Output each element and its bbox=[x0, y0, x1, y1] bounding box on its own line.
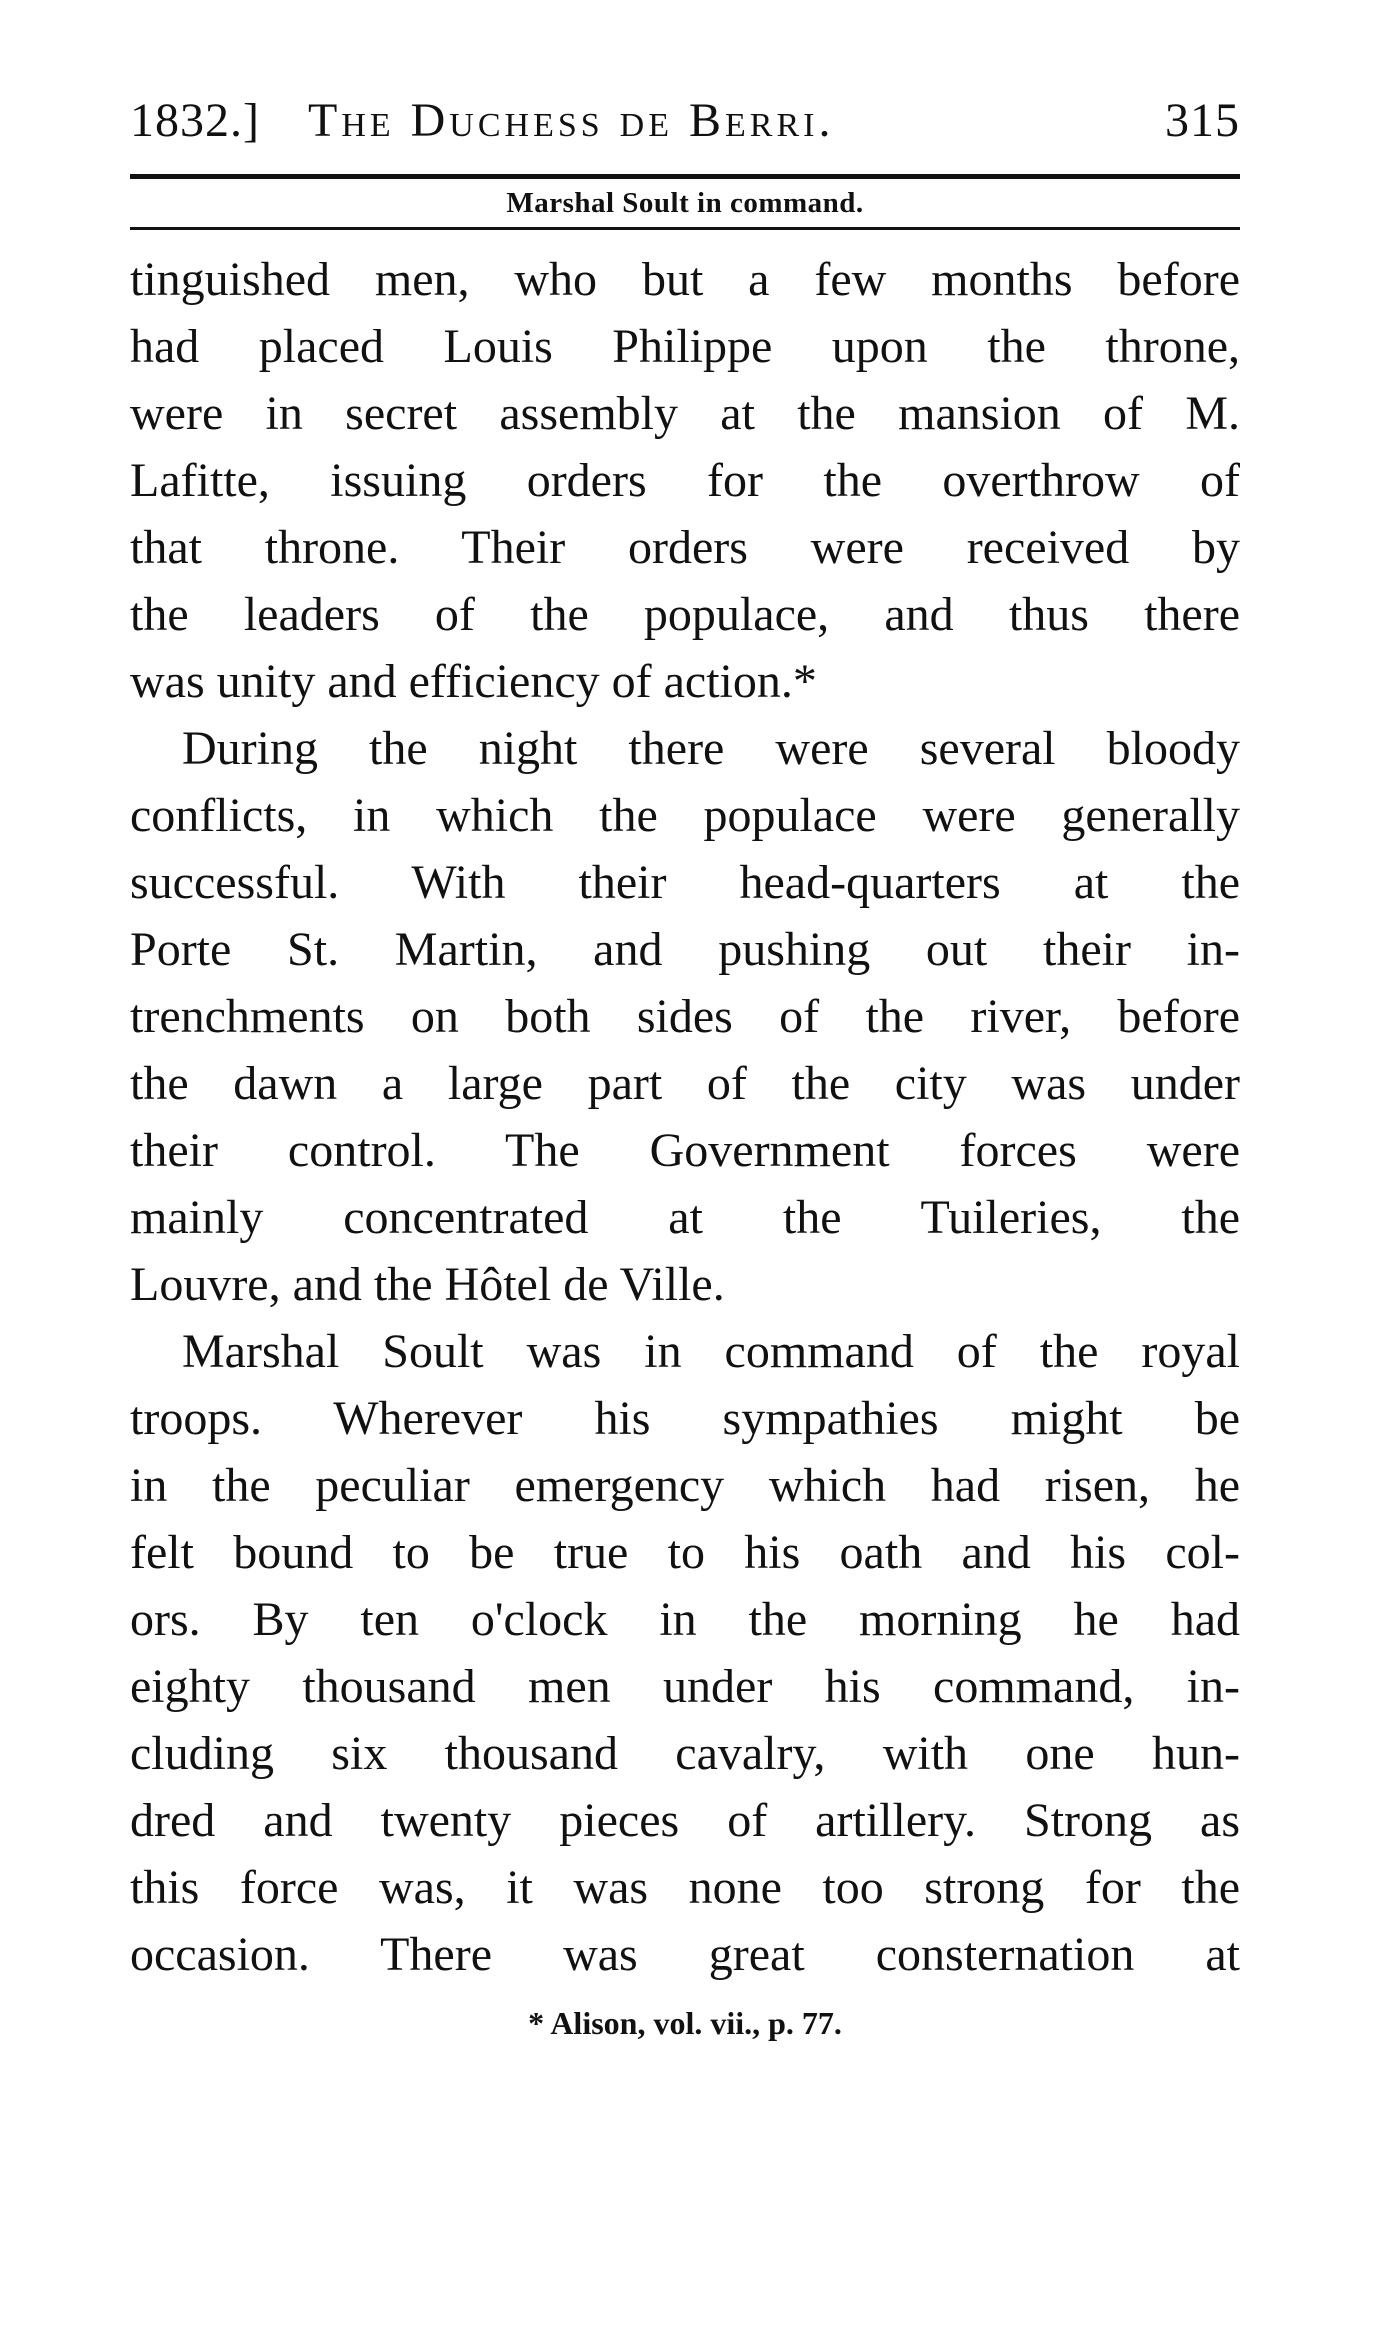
paragraph-2 bbox=[130, 715, 1240, 1318]
book-page bbox=[130, 90, 1240, 2048]
paragraph-1 bbox=[130, 246, 1240, 715]
body-text bbox=[130, 246, 1240, 1988]
text-line: mainly concentrated at the Tuileries, the bbox=[130, 1191, 1240, 1244]
text-line: that throne. Their orders were received by bbox=[130, 521, 1240, 574]
running-head bbox=[130, 90, 1240, 152]
text-line: cluding six thousand cavalry, with one hun- bbox=[130, 1727, 1240, 1780]
text-line: were in secret assembly at the mansion of M. bbox=[130, 387, 1240, 440]
section-subhead: Marshal Soult in command. bbox=[506, 187, 864, 219]
text-line: successful. With their head-quarters at the bbox=[130, 856, 1240, 909]
running-head-year: 1832.] bbox=[130, 94, 260, 147]
paragraph-3 bbox=[130, 1318, 1240, 1988]
text-line: During the night there were several bloody bbox=[182, 722, 1240, 775]
text-line: dred and twenty pieces of artillery. Strong as bbox=[130, 1794, 1240, 1847]
text-line: Porte St. Martin, and pushing out their in- bbox=[130, 923, 1240, 976]
text-line: in the peculiar emergency which had risen, he bbox=[130, 1459, 1240, 1512]
text-line: occasion. There was great consternation at bbox=[130, 1928, 1240, 1981]
text-line: Marshal Soult was in command of the royal bbox=[182, 1325, 1240, 1378]
text-line: Lafitte, issuing orders for the overthrow of bbox=[130, 454, 1240, 507]
text-line: felt bound to be true to his oath and his col- bbox=[130, 1526, 1240, 1579]
text-line: Louvre, and the Hôtel de Ville. bbox=[130, 1258, 725, 1311]
text-line: tinguished men, who but a few months before bbox=[130, 253, 1240, 306]
footnote: * Alison, vol. vii., p. 77. bbox=[528, 2005, 842, 2041]
text-line: ors. By ten o'clock in the morning he had bbox=[130, 1593, 1240, 1646]
text-line: the leaders of the populace, and thus there bbox=[130, 588, 1240, 641]
text-line: troops. Wherever his sympathies might be bbox=[130, 1392, 1240, 1445]
text-line: their control. The Government forces were bbox=[130, 1124, 1240, 1177]
text-line: conflicts, in which the populace were generally bbox=[130, 789, 1240, 842]
text-line: had placed Louis Philippe upon the throne, bbox=[130, 320, 1240, 373]
page-number: 315 bbox=[1165, 94, 1240, 147]
text-line: trenchments on both sides of the river, before bbox=[130, 990, 1240, 1043]
text-line: this force was, it was none too strong for the bbox=[130, 1861, 1240, 1914]
text-line: was unity and efficiency of action.* bbox=[130, 655, 817, 708]
header-rule-bottom bbox=[130, 227, 1240, 230]
running-head-title: The Duchess de Berri. bbox=[308, 94, 835, 147]
text-line: eighty thousand men under his command, in- bbox=[130, 1660, 1240, 1713]
text-line: the dawn a large part of the city was under bbox=[130, 1057, 1240, 1110]
